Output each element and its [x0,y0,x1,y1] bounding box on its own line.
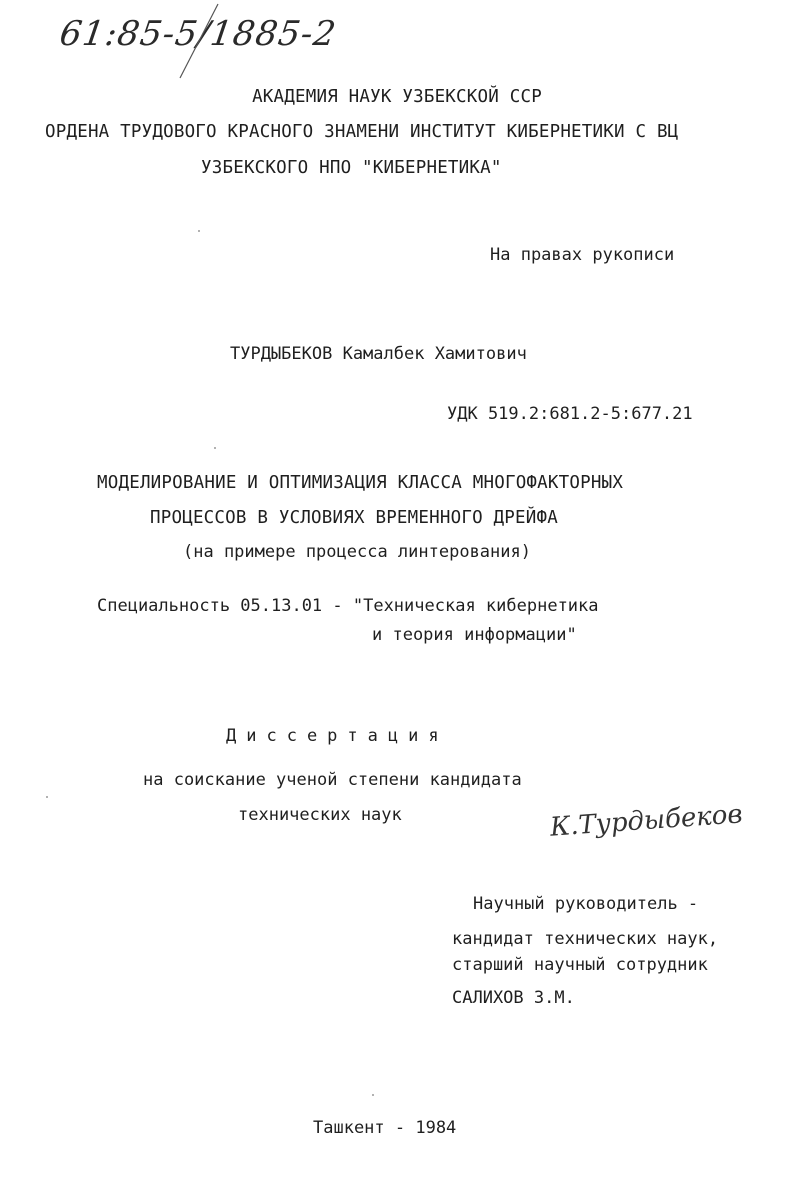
author-signature: К.Турдыбеков [549,799,744,843]
supervisor-line-2: кандидат технических наук, [452,929,719,949]
archive-code-slash-stroke [168,2,228,82]
scan-speck [46,796,48,798]
udc-code: УДК 519.2:681.2-5:677.21 [447,404,693,424]
dissertation-label: Диссертация [226,726,449,746]
scan-speck [198,230,200,232]
supervisor-line-1: Научный руководитель - [473,894,699,914]
footer-city-year: Ташкент - 1984 [313,1118,457,1138]
header-line-2: ОРДЕНА ТРУДОВОГО КРАСНОГО ЗНАМЕНИ ИНСТИТУТ КИБЕРНЕТИКИ С ВЦ [45,122,679,142]
scan-speck [214,447,216,449]
manuscript-rights-note: На правах рукописи [490,245,675,265]
scan-speck [372,1094,374,1096]
title-line-2: ПРОЦЕССОВ В УСЛОВИЯХ ВРЕМЕННОГО ДРЕЙФА [150,508,558,528]
header-line-1: АКАДЕМИЯ НАУК УЗБЕКСКОЙ ССР [252,87,542,107]
specialty-line-2: и теория информации" [372,625,577,645]
specialty-line-1: Специальность 05.13.01 - "Техническая кибернетика [97,596,599,616]
header-line-3: УЗБЕКСКОГО НПО "КИБЕРНЕТИКА" [201,158,502,178]
title-line-1: МОДЕЛИРОВАНИЕ И ОПТИМИЗАЦИЯ КЛАССА МНОГОФАКТОРНЫХ [97,473,624,493]
archive-code-handwritten: 61:85-5/1885-2 [57,14,340,54]
supervisor-name: САЛИХОВ З.М. [452,988,575,1008]
supervisor-line-3: старший научный сотрудник [452,955,708,975]
dissertation-degree-line-2: технических наук [238,805,402,825]
dissertation-degree-line-1: на соискание ученой степени кандидата [143,770,522,790]
author-name: ТУРДЫБЕКОВ Камалбек Хамитович [230,344,527,364]
title-line-3: (на примере процесса линтерования) [183,542,531,562]
